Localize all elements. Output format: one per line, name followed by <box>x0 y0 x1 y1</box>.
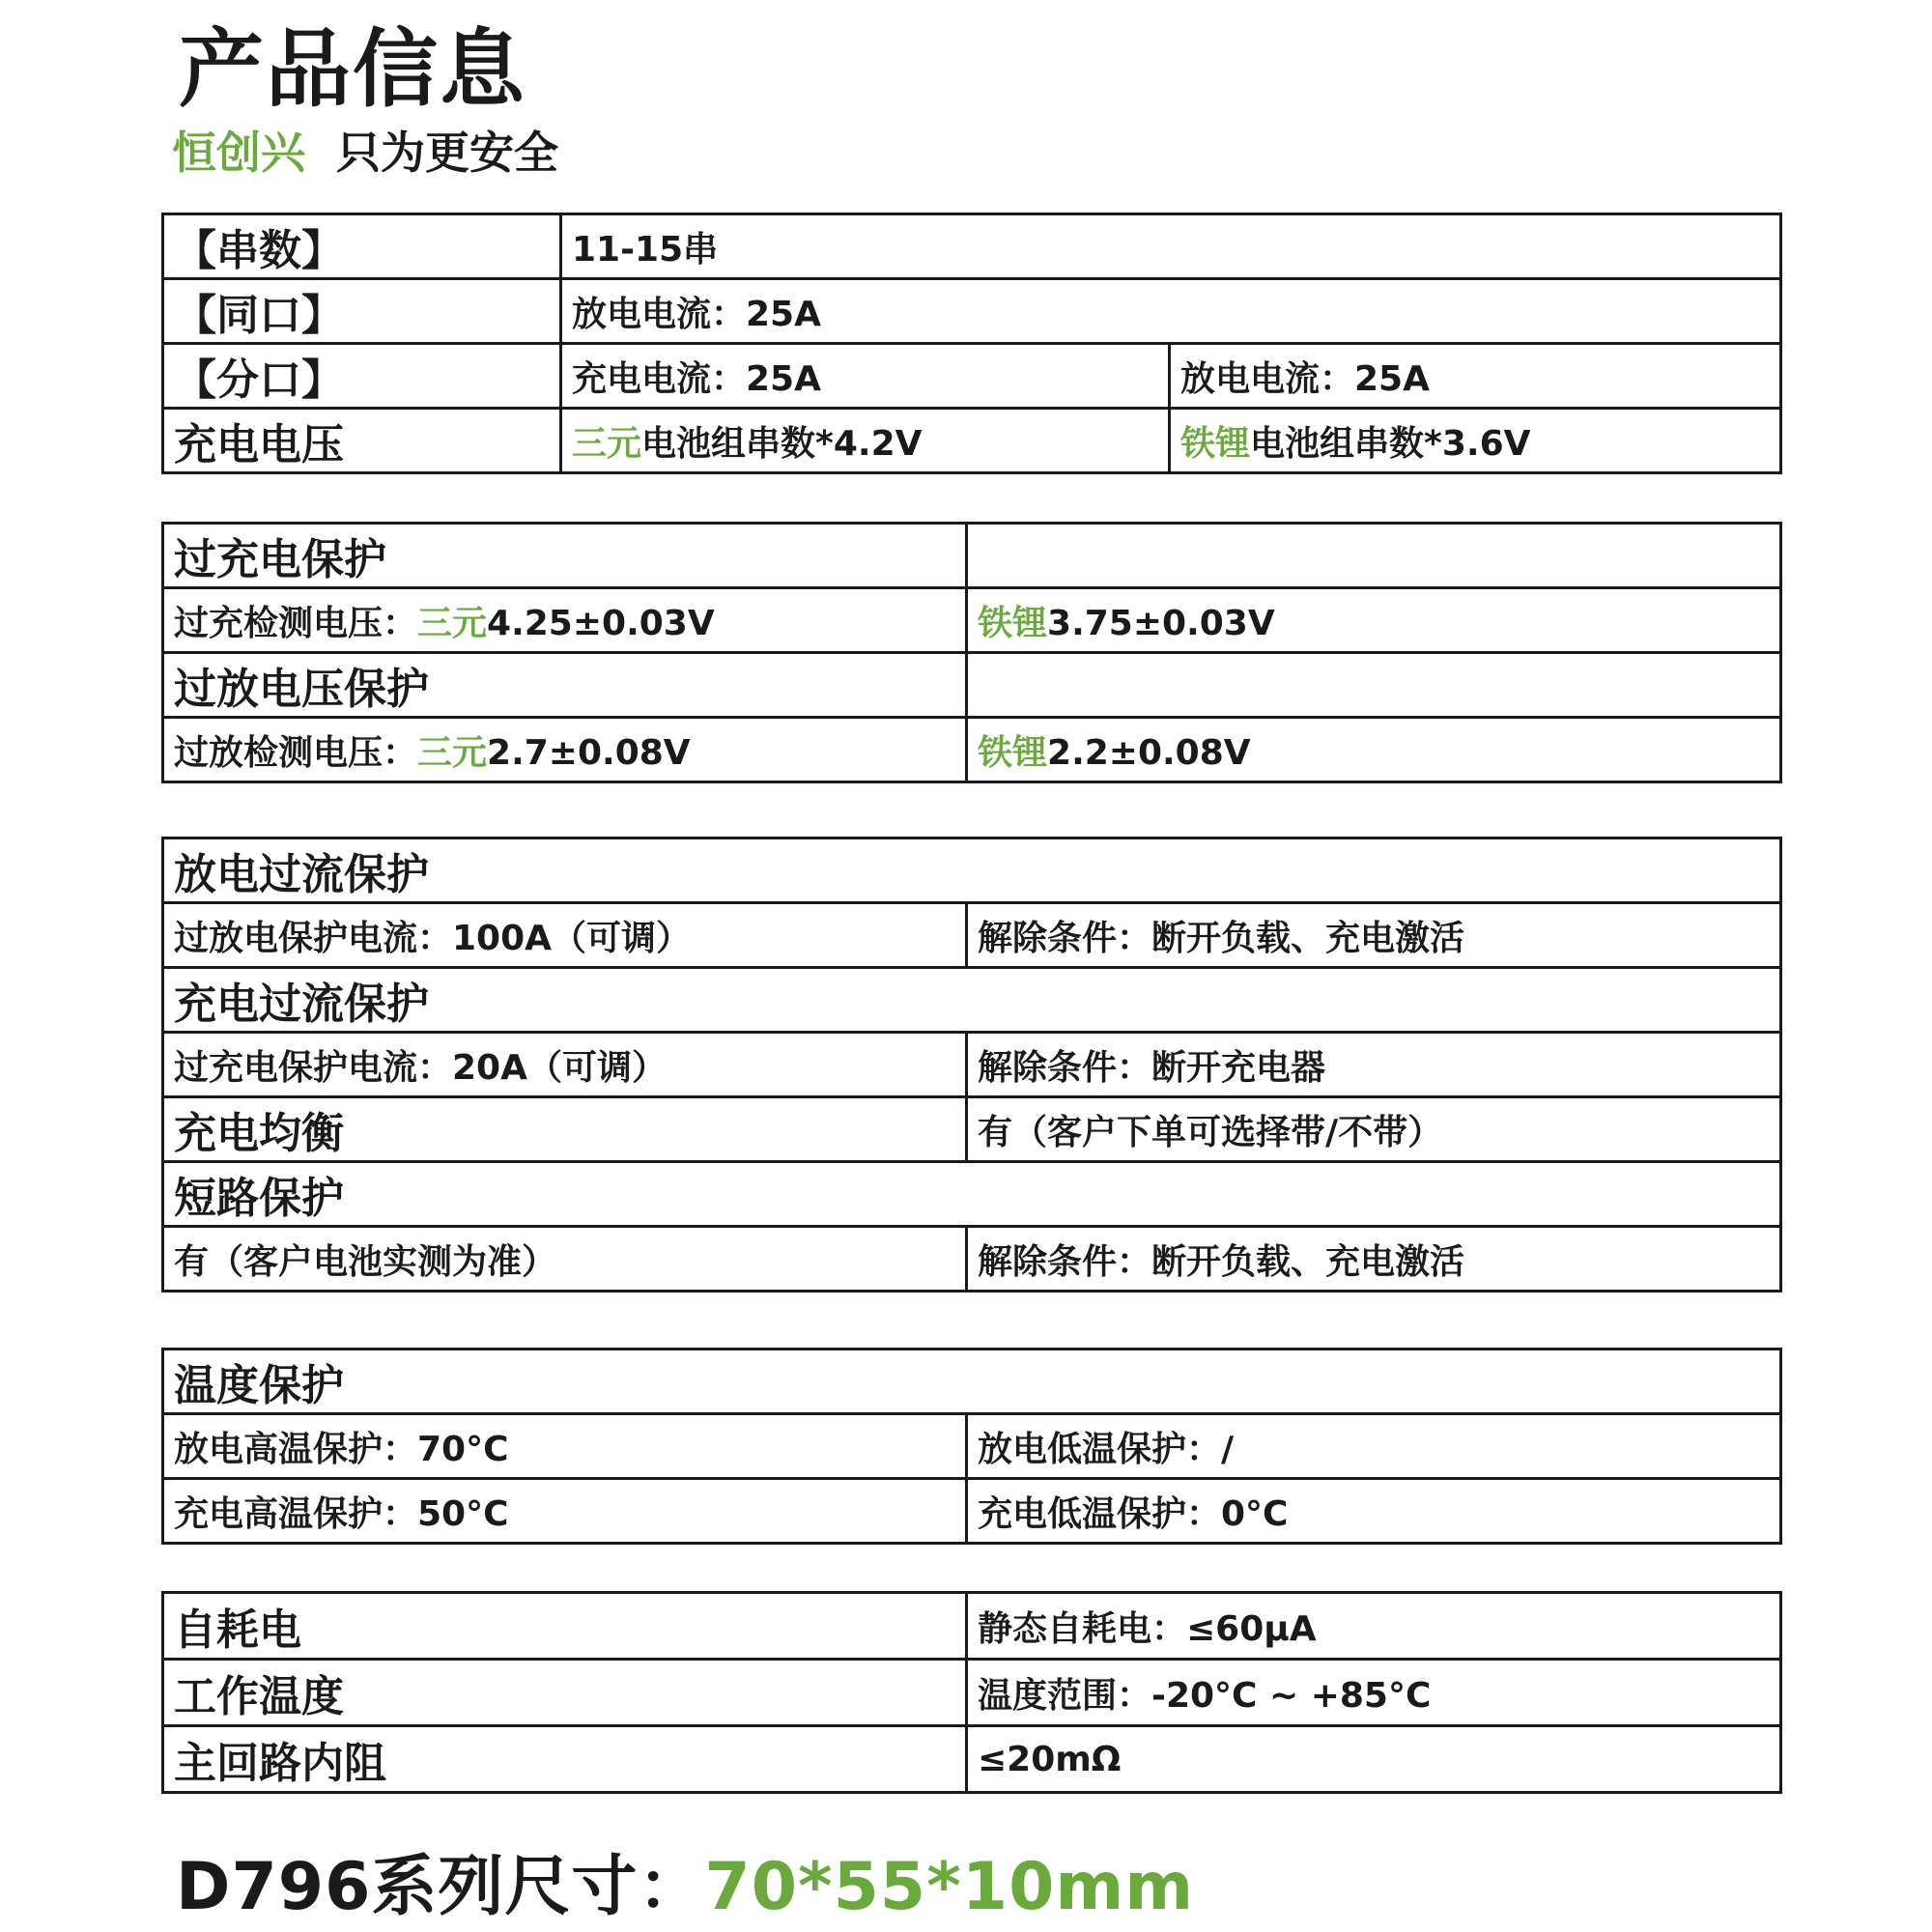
charge-low-temp: 充电低温保护：0°C <box>967 1479 1781 1544</box>
spec-table-basic <box>161 213 1782 474</box>
table-row <box>163 1162 1781 1227</box>
table-row <box>163 903 1781 968</box>
empty-cell <box>967 524 1781 588</box>
short-title: 短路保护 <box>163 1162 1781 1227</box>
lfp-tag: 铁锂 <box>978 603 1048 643</box>
spec-table-current-protection <box>161 837 1782 1293</box>
empty-cell <box>967 653 1781 718</box>
overdischarge-lfp <box>967 718 1781 782</box>
overcharge-lfp <box>967 588 1781 653</box>
lfp-tag: 铁锂 <box>978 732 1048 773</box>
table-row <box>163 1726 1781 1793</box>
overcharge-title: 过充电保护 <box>163 524 967 588</box>
discharge-low-temp: 放电低温保护：/ <box>967 1414 1781 1479</box>
brand-slogan <box>172 124 558 182</box>
slogan-text: 只为更安全 <box>336 127 559 179</box>
ternary-formula: 电池组串数*4.2V <box>641 423 923 464</box>
overdischarge-ternary <box>163 718 967 782</box>
charge-oc-value: 过充电保护电流：20A（可调） <box>163 1033 967 1097</box>
charge-oc-release: 解除条件：断开充电器 <box>967 1033 1781 1097</box>
spec-table-misc <box>161 1591 1782 1794</box>
charge-voltage-lfp <box>1170 409 1781 473</box>
temperature-title: 温度保护 <box>163 1350 1781 1414</box>
overdischarge-title: 过放电压保护 <box>163 653 967 718</box>
table-row <box>163 718 1781 782</box>
table-row <box>163 214 1781 279</box>
overdischarge-ternary-value: 2.7±0.08V <box>487 732 691 773</box>
table-row <box>163 1350 1781 1414</box>
self-consumption-label: 自耗电 <box>163 1593 967 1660</box>
resistance-value: ≤20mΩ <box>967 1726 1781 1793</box>
table-row <box>163 1660 1781 1726</box>
common-port-value: 放电电流：25A <box>561 279 1781 344</box>
table-row <box>163 1479 1781 1544</box>
discharge-oc-value: 过放电保护电流：100A（可调） <box>163 903 967 968</box>
spec-table-temperature <box>161 1348 1782 1545</box>
lfp-tag: 铁锂 <box>1180 423 1251 464</box>
overdischarge-lfp-value: 2.2±0.08V <box>1047 732 1251 773</box>
series-value: 11-15串 <box>561 214 1781 279</box>
table-row <box>163 588 1781 653</box>
split-port-label: 【分口】 <box>163 344 561 409</box>
split-port-charge: 充电电流：25A <box>561 344 1170 409</box>
ternary-tag: 三元 <box>572 423 642 464</box>
size-value: 70*55*10mm <box>704 1849 1195 1925</box>
short-release: 解除条件：断开负载、充电激活 <box>967 1227 1781 1292</box>
ternary-tag: 三元 <box>417 603 488 643</box>
common-port-label: 【同口】 <box>163 279 561 344</box>
table-row <box>163 1593 1781 1660</box>
page-title: 产品信息 <box>179 19 527 119</box>
charge-high-temp: 充电高温保护：50°C <box>163 1479 967 1544</box>
table-row <box>163 524 1781 588</box>
table-row <box>163 1227 1781 1292</box>
working-temp-label: 工作温度 <box>163 1660 967 1726</box>
overcharge-ternary-value: 4.25±0.03V <box>487 603 715 643</box>
table-row <box>163 653 1781 718</box>
self-consumption-value: 静态自耗电：≤60μA <box>967 1593 1781 1660</box>
charge-voltage-ternary <box>561 409 1170 473</box>
charge-voltage-label: 充电电压 <box>163 409 561 473</box>
split-port-discharge: 放电电流：25A <box>1170 344 1781 409</box>
table-row <box>163 279 1781 344</box>
balance-value: 有（客户下单可选择带/不带） <box>967 1097 1781 1162</box>
discharge-oc-title: 放电过流保护 <box>163 838 1781 903</box>
charge-oc-title: 充电过流保护 <box>163 968 1781 1033</box>
ternary-tag: 三元 <box>417 732 488 773</box>
table-row <box>163 344 1781 409</box>
lfp-formula: 电池组串数*3.6V <box>1250 423 1531 464</box>
discharge-high-temp: 放电高温保护：70°C <box>163 1414 967 1479</box>
table-row <box>163 1097 1781 1162</box>
brand-name: 恒创兴 <box>172 127 305 179</box>
overcharge-ternary <box>163 588 967 653</box>
overdischarge-detect-label: 过放检测电压： <box>174 732 418 773</box>
series-label: 【串数】 <box>163 214 561 279</box>
overcharge-detect-label: 过充检测电压： <box>174 603 418 643</box>
table-row <box>163 968 1781 1033</box>
spec-table-voltage-protection <box>161 522 1782 783</box>
table-row <box>163 838 1781 903</box>
short-value: 有（客户电池实测为准） <box>163 1227 967 1292</box>
balance-label: 充电均衡 <box>163 1097 967 1162</box>
table-row <box>163 1033 1781 1097</box>
size-footer <box>176 1847 1194 1928</box>
overcharge-lfp-value: 3.75±0.03V <box>1047 603 1275 643</box>
table-row <box>163 1414 1781 1479</box>
discharge-oc-release: 解除条件：断开负载、充电激活 <box>967 903 1781 968</box>
series-size-label: D796系列尺寸： <box>176 1849 705 1925</box>
working-temp-value: 温度范围：-20°C ~ +85°C <box>967 1660 1781 1726</box>
resistance-label: 主回路内阻 <box>163 1726 967 1793</box>
table-row <box>163 409 1781 473</box>
